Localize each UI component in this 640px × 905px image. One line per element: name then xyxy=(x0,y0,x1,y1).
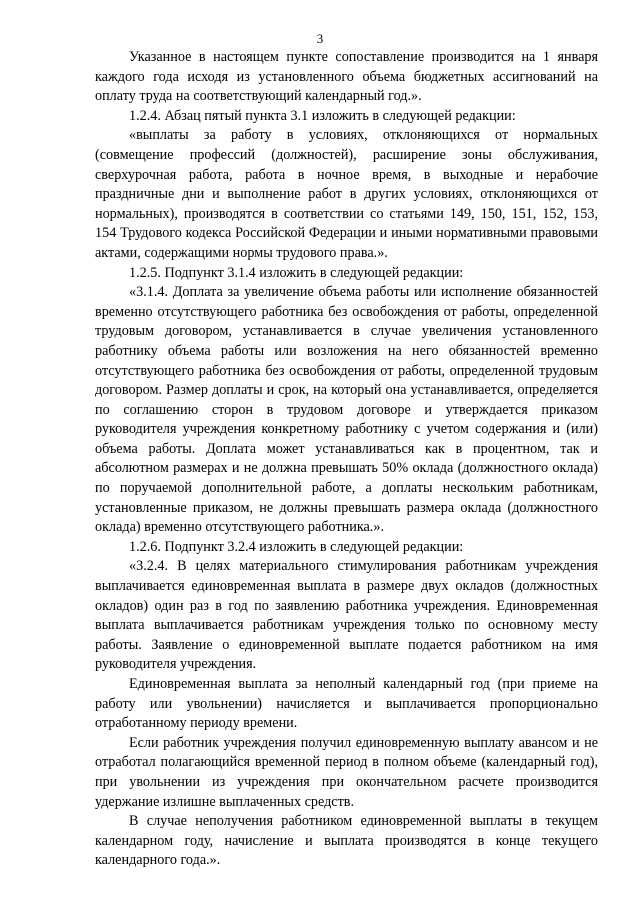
paragraph-1: Указанное в настоящем пункте сопоставление производится на 1 января каждого года исходя из установленного объема бюджетных ассигнований на оплату труда на соответствующий календарный год.». xyxy=(95,49,598,105)
paragraph-10: В случае неполучения работником единовременной выплаты в текущем календарном году, начисление и выплата производятся в конце текущего календарного года.». xyxy=(95,813,598,869)
paragraph-6: 1.2.6. Подпункт 3.2.4 изложить в следующей редакции: xyxy=(129,538,464,555)
paragraph-3: «выплаты за работу в условиях, отклоняющихся от нормальных (совмещение профессий (должностей), расширение зоны обслуживания, сверхурочная работа, работа в ночное время, в выходные и нерабочие праздничные дни и выполнение работ в других условиях, отклоняющихся от нормальных), производятся в соответствии со статьями 149, 150, 151, 152, 153, 154 Трудового кодекса Российской Федерации и иными нормативными правовыми актами, содержащими нормы трудового права.». xyxy=(95,127,598,261)
document-body xyxy=(95,48,598,871)
paragraph-5: «3.1.4. Доплата за увеличение объема работы или исполнение обязанностей временно отсутствующего работника без освобождения от работы, определенной трудовым договором, устанавливается в случае увеличения установленного работнику объема работы или возложения на него обязанностей временно отсутствующего работника без освобождения от работы, определенной трудовым договором. Размер доплаты и срок, на который она устанавливается, определяется по соглашению сторон в трудовом договоре и утверждается приказом руководителя учреждения конкретному работнику с учетом содержания и (или) объема работы. Доплата может устанавливаться как в процентном, так и абсолютном размерах и не должна превышать 50% оклада (должностного оклада) по поручаемой дополнительной работе, а доплаты нескольким работникам, установленные приказом, не должны превышать размера оклада (должностного оклада) временно отсутствующего работника.». xyxy=(95,284,598,536)
paragraph-8: Единовременная выплата за неполный календарный год (при приеме на работу или увольнении) начисляется и выплачивается пропорционально отработанному периоду времени. xyxy=(95,676,598,732)
paragraph-4: 1.2.5. Подпункт 3.1.4 изложить в следующей редакции: xyxy=(129,264,464,281)
paragraph-9: Если работник учреждения получил единовременную выплату авансом и не отработал полагающийся временной период в полном объеме (календарный год), при увольнении из учреждения при окончательном расчете производится удержание излишне выплаченных средств. xyxy=(95,734,598,810)
paragraph-2: 1.2.4. Абзац пятый пункта 3.1 изложить в следующей редакции: xyxy=(129,107,516,124)
paragraph-7: «3.2.4. В целях материального стимулирования работникам учреждения выплачивается единовременная выплата в размере двух окладов (должностных окладов) один раз в год по заявлению работника учреждения. Единовременная выплата выплачивается работникам учреждения только по основному месту работы. Заявление о единовременной выплате подается работником на имя руководителя учреждения. xyxy=(95,558,598,673)
page-number: 3 xyxy=(316,31,324,46)
